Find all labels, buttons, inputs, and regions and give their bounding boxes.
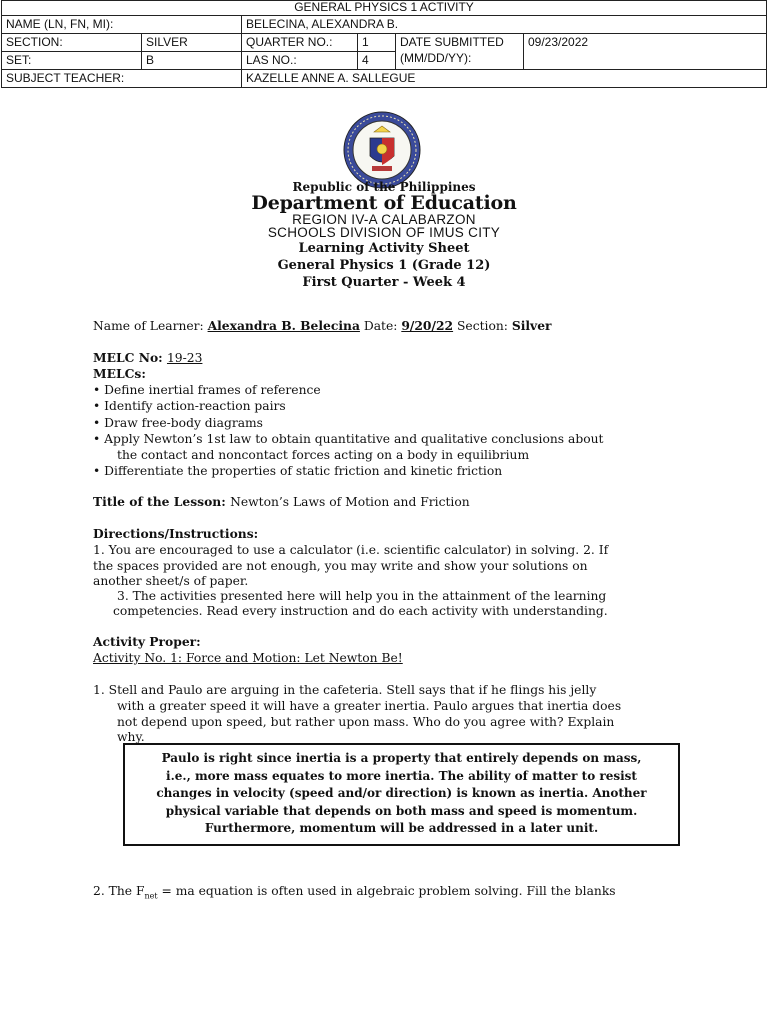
directions-line: 3. The activities presented here will help you in the attainment of the learning	[117, 589, 607, 603]
question-1-line: 1. Stell and Paulo are arguing in the cafeteria. Stell says that if he flings his jelly	[93, 683, 597, 697]
quarter-week-title: First Quarter - Week 4	[302, 275, 466, 290]
melc-no-label: MELC No:	[93, 350, 167, 365]
republic-heading: Republic of the Philippines	[292, 180, 476, 194]
set-value: B	[142, 52, 242, 70]
activity-1-title: Activity No. 1: Force and Motion: Let Newton Be!	[93, 651, 403, 665]
lesson-title-value: Newton’s Laws of Motion and Friction	[230, 495, 470, 509]
directions-line: competencies. Read every instruction and do each activity with understanding.	[113, 604, 608, 618]
answer-line: i.e., more mass equates to more inertia. The ability of matter to resist	[166, 768, 637, 783]
name-label: NAME (LN, FN, MI):	[2, 16, 242, 34]
answer-box	[123, 743, 680, 846]
melc-item: • Define inertial frames of reference	[93, 383, 321, 397]
directions-line: the spaces provided are not enough, you may write and show your solutions on	[93, 559, 588, 573]
region-heading: REGION IV-A CALABARZON	[292, 212, 476, 227]
lesson-title	[93, 494, 470, 510]
las-value: 4	[358, 52, 396, 70]
header-table	[1, 0, 767, 88]
activity-title: GENERAL PHYSICS 1 ACTIVITY	[2, 1, 767, 16]
question-2-line	[93, 883, 616, 904]
learner-date-value: 9/20/22	[401, 318, 454, 333]
lesson-title-label: Title of the Lesson:	[93, 494, 231, 509]
answer-line: physical variable that depends on both mass and speed is momentum.	[165, 803, 638, 818]
sheet-title: Learning Activity Sheet	[298, 241, 470, 256]
teacher-value: KAZELLE ANNE A. SALLEGUE	[242, 70, 767, 88]
melcs-label: MELCs:	[93, 366, 146, 381]
question-1-line: with a greater speed it will have a greater inertia. Paulo argues that inertia does	[117, 699, 622, 713]
section-value: SILVER	[142, 34, 242, 52]
melc-item: • Apply Newton’s 1st law to obtain quantitative and qualitative conclusions about	[93, 432, 604, 446]
quarter-label: QUARTER NO.:	[242, 34, 358, 52]
learner-line	[93, 318, 552, 334]
melc-no	[93, 350, 202, 366]
las-label: LAS NO.:	[242, 52, 358, 70]
learner-date-label: Date:	[359, 319, 402, 333]
department-heading: Department of Education	[251, 192, 517, 214]
directions-label: Directions/Instructions:	[93, 526, 259, 541]
melc-no-value: 19-23	[166, 351, 203, 365]
directions-line: another sheet/s of paper.	[93, 574, 249, 588]
learner-name-value: Alexandra B. Belecina	[207, 318, 360, 333]
question-2-subscript: net	[144, 891, 158, 901]
learner-section-label: Section:	[453, 319, 512, 333]
answer-line: Furthermore, momentum will be addressed in a later unit.	[204, 821, 599, 835]
answer-line: Paulo is right since inertia is a property that entirely depends on mass,	[161, 751, 642, 765]
question-1-line: not depend upon speed, but rather upon mass. Who do you agree with? Explain	[117, 715, 615, 729]
melc-item: the contact and noncontact forces acting on a body in equilibrium	[117, 448, 530, 462]
melc-item: • Differentiate the properties of static friction and kinetic friction	[93, 464, 503, 478]
learner-section-value: Silver	[511, 318, 552, 333]
date-submitted-value: 09/23/2022	[524, 34, 767, 70]
deped-seal-icon	[342, 110, 422, 190]
name-value: BELECINA, ALEXANDRA B.	[242, 16, 767, 34]
subject-title: General Physics 1 (Grade 12)	[277, 258, 491, 273]
activity-proper-label: Activity Proper:	[93, 634, 201, 649]
quarter-value: 1	[358, 34, 396, 52]
melc-item: • Draw free-body diagrams	[93, 416, 263, 430]
question-2-rest: = ma equation is often used in algebraic problem solving. Fill the blanks	[157, 884, 616, 898]
question-2-prefix: 2. The F	[93, 884, 145, 898]
division-heading: SCHOOLS DIVISION OF IMUS CITY	[267, 225, 501, 240]
section-label: SECTION:	[2, 34, 142, 52]
directions-line: 1. You are encouraged to use a calculator (i.e. scientific calculator) in solving. 2. If	[93, 543, 609, 557]
date-submitted-label: DATE SUBMITTED (MM/DD/YY):	[396, 34, 524, 70]
set-label: SET:	[2, 52, 142, 70]
learner-name-label: Name of Learner:	[93, 319, 208, 333]
answer-line: changes in velocity (speed and/or direction) is known as inertia. Another	[156, 786, 647, 800]
melc-item: • Identify action-reaction pairs	[93, 399, 286, 413]
teacher-label: SUBJECT TEACHER:	[2, 70, 242, 88]
question-1-line: why.	[117, 730, 145, 744]
